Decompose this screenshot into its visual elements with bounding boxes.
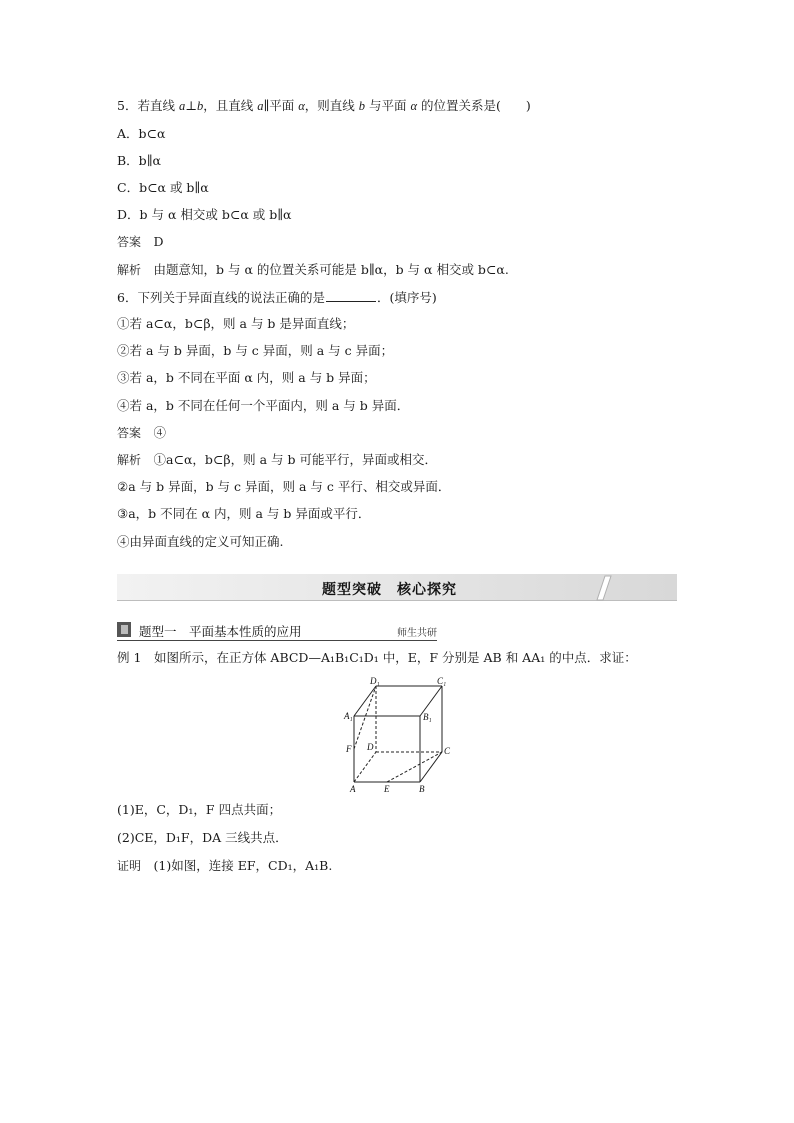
- q5-option-b: B．b∥α: [117, 153, 161, 168]
- q6-analysis-3: ③a，b 不同在 α 内，则 a 与 b 异面或平行．: [117, 506, 371, 521]
- subsection-tag: 师生共研: [397, 628, 437, 639]
- edge-bc: [420, 752, 442, 782]
- subsection-header: [117, 620, 437, 641]
- q6-item-1: ①若 a⊂α，b⊂β，则 a 与 b 是异面直线；: [117, 316, 355, 331]
- label-a: A: [350, 784, 356, 794]
- example-1-part-1: (1)E，C，D₁，F 四点共面；: [117, 802, 282, 817]
- section-banner: [117, 574, 677, 602]
- q5-option-a: A．b⊂α: [117, 126, 166, 141]
- q6-answer: [117, 425, 166, 441]
- proof-text: (1)如图，连接 EF，CD₁，A₁B.: [153, 858, 333, 873]
- section-title: 题型突破 核心探究: [322, 582, 457, 598]
- subsection-title: 题型一 平面基本性质的应用: [139, 624, 302, 639]
- answer-value: D: [153, 234, 164, 249]
- answer-label: 答案: [117, 235, 142, 249]
- label-a1: A₁: [344, 711, 353, 721]
- answer-label: 答案: [117, 426, 142, 440]
- banner-slash-icon: [587, 574, 617, 602]
- label-f: F: [346, 744, 352, 754]
- analysis-label: 解析: [117, 453, 142, 467]
- segment-ec: [387, 752, 442, 782]
- q5-stem: 5．若直线 a⊥b，且直线 a∥平面 α，则直线 b 与平面 α 的位置关系是( ): [117, 98, 531, 113]
- q6-item-3: ③若 a，b 不同在平面 α 内，则 a 与 b 异面；: [117, 370, 376, 385]
- fill-blank: [326, 289, 376, 302]
- label-b: B: [419, 784, 425, 794]
- label-d1: D₁: [370, 676, 380, 686]
- edge-ad: [354, 752, 376, 782]
- label-d: D: [367, 742, 374, 752]
- edge-a1d1: [354, 686, 376, 716]
- analysis-text: ①a⊂α，b⊂β，则 a 与 b 可能平行，异面或相交．: [153, 452, 437, 467]
- answer-value: ④: [153, 425, 167, 440]
- analysis-text: 由题意知，b 与 α 的位置关系可能是 b∥α，b 与 α 相交或 b⊂α.: [153, 262, 509, 277]
- q5-answer: [117, 234, 164, 250]
- q6-stem: 6．下列关于异面直线的说法正确的是 ．(填序号): [117, 290, 437, 305]
- label-e: E: [384, 784, 390, 794]
- segment-fd1: [354, 686, 376, 749]
- example-1-proof: [117, 858, 332, 874]
- q5-option-d: D．b 与 α 相交或 b⊂α 或 b∥α: [117, 207, 292, 222]
- analysis-label: 解析: [117, 263, 142, 277]
- q6-analysis-1: [117, 452, 437, 468]
- label-b1: B₁: [423, 712, 432, 722]
- example-text: 如图所示，在正方体 ABCD—A₁B₁C₁D₁ 中，E，F 分别是 AB 和 AA₁ 的中点．求证：: [153, 650, 637, 665]
- example-1-stem: [117, 650, 637, 666]
- bookmark-inner-icon: [121, 625, 128, 634]
- q6-item-4: ④若 a，b 不同在任何一个平面内，则 a 与 b 异面．: [117, 398, 410, 413]
- proof-label: 证明: [117, 859, 142, 873]
- q5-analysis: [117, 262, 509, 278]
- label-c1: C₁: [437, 676, 447, 686]
- cube-figure: [340, 676, 460, 796]
- example-label: 例 1: [117, 650, 142, 665]
- q6-analysis-2: ②a 与 b 异面，b 与 c 异面，则 a 与 c 平行、相交或异面．: [117, 479, 451, 494]
- label-c: C: [444, 746, 451, 756]
- q6-item-2: ②若 a 与 b 异面，b 与 c 异面，则 a 与 c 异面；: [117, 343, 394, 358]
- example-1-part-2: (2)CE，D₁F，DA 三线共点．: [117, 830, 288, 845]
- q5-option-c: C．b⊂α 或 b∥α: [117, 180, 209, 195]
- q6-analysis-4: ④由异面直线的定义可知正确.: [117, 534, 284, 549]
